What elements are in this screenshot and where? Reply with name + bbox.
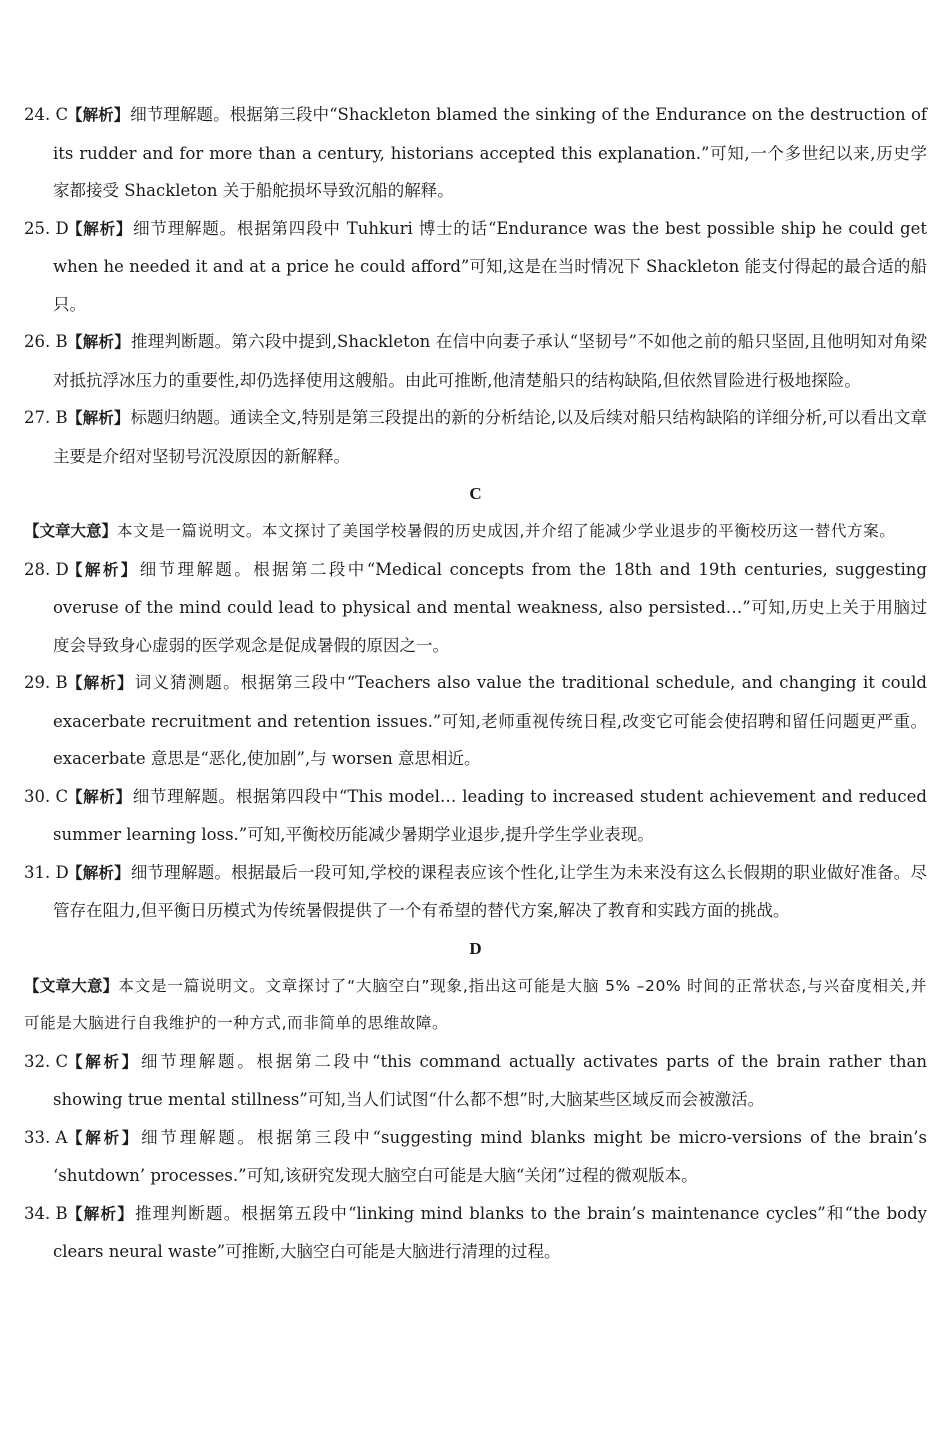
section-heading-c: C [469,484,482,503]
analysis-text: 细节理解题。根据最后一段可知,学校的课程表应该个性化,让学生为未来没有这么长假期的职业做好准备。尽管存在阻力,但平衡日历模式为传统暑假提供了一个有希望的替代方案,解决了教育和实践方面的挑战。 [53,862,927,920]
analysis-tag: 【解析】 [67,106,130,124]
answer-item-24 [24,96,927,210]
answer-item-33 [24,1119,927,1195]
analysis-tag: 【解析】 [67,560,139,579]
analysis-tag: 【解析】 [67,863,130,882]
answer-item-28 [24,551,927,665]
question-number: 28. D [24,559,69,579]
analysis-text: 细节理解题。根据第二段中“Medical concepts from the 18th and 19th centuries, suggesting overuse of the mind could lead to physical and mental weakness, also persisted…”可知,历史上关于用脑过度会导致身心虚弱的医学观念是促成暑假的原因之一。 [53,559,927,655]
analysis-text: 词义猜测题。根据第三段中“Teachers also value the traditional schedule, and changing it could exacerbate recruitment and retention issues.”可知,老师重视传统日程,改变它可能会使招聘和留任问题更严重。exacerbate 意思是“恶化,使加剧”,与 worsen 意思相近。 [53,673,927,768]
analysis-text: 细节理解题。根据第三段中“suggesting mind blanks might be micro-versions of the brain’s ‘shutdown’ processes.”可知,该研究发现大脑空白可能是大脑“关闭”过程的微观版本。 [53,1127,927,1185]
analysis-tag: 【解析】 [67,1052,141,1071]
analysis-tag: 【解析】 [67,1204,135,1223]
answer-item-30 [24,778,927,854]
analysis-tag: 【解析】 [67,1128,141,1147]
analysis-tag: 【解析】 [67,787,132,806]
analysis-text: 细节理解题。根据第四段中 Tuhkuri 博士的话“Endurance was the best possible ship he could get when he needed it and at a price he could afford”可知,这是在当时情况下 Shackleton 能支付得起的最合适的船只。 [53,218,927,314]
analysis-text: 推理判断题。根据第五段中“linking mind blanks to the brain’s maintenance cycles”和“the body clears neural waste”可推断,大脑空白可能是大脑进行清理的过程。 [53,1203,927,1261]
analysis-tag: 【解析】 [67,219,133,238]
summary-tag: 【文章大意】 [24,976,119,995]
analysis-tag: 【解析】 [67,674,134,692]
summary-text: 本文是一篇说明文。文章探讨了“大脑空白”现象,指出这可能是大脑 5% –20% 时间的正常状态,与兴奋度相关,并可能是大脑进行自我维护的一种方式,而非简单的思维故障。 [24,976,927,1032]
question-number: 29. B [24,673,68,692]
question-number: 24. C [24,105,69,124]
summary-tag: 【文章大意】 [24,522,118,540]
analysis-tag: 【解析】 [67,333,130,351]
question-number: 27. B [24,408,68,427]
analysis-text: 细节理解题。根据第二段中“this command actually activates parts of the brain rather than showing true mental stillness”可知,当人们试图“什么都不想”时,大脑某些区域反而会被激活。 [53,1051,927,1109]
question-number: 31. D [24,862,69,882]
question-number: 33. A [24,1127,68,1147]
analysis-text: 推理判断题。第六段中提到,Shackleton 在信中向妻子承认“坚韧号”不如他之前的船只坚固,且他明知对角梁对抵抗浮冰压力的重要性,却仍选择使用这艘船。由此可推断,他清楚船只的结构缺陷,但依然冒险进行极地探险。 [53,332,927,390]
question-number: 25. D [24,218,69,238]
answer-page [24,96,927,1271]
answer-item-26 [24,323,927,399]
question-number: 32. C [24,1051,69,1071]
question-number: 26. B [24,332,68,351]
answer-item-34 [24,1195,927,1271]
article-summary-d [24,968,927,1043]
article-summary-c [24,513,927,551]
answer-item-32 [24,1043,927,1119]
analysis-text: 细节理解题。根据第三段中“Shackleton blamed the sinking of the Endurance on the destruction of its rudder and for more than a century, historians accepted this explanation.”可知,一个多世纪以来,历史学家都接受 Shackleton 关于船舵损坏导致沉船的解释。 [53,105,927,200]
summary-text: 本文是一篇说明文。本文探讨了美国学校暑假的历史成因,并介绍了能减少学业退步的平衡校历这一替代方案。 [117,522,896,540]
question-number: 34. B [24,1203,68,1223]
analysis-text: 细节理解题。根据第四段中“This model… leading to increased student achievement and reduced summer learning loss.”可知,平衡校历能减少暑期学业退步,提升学生学业表现。 [53,786,927,844]
analysis-tag: 【解析】 [67,409,130,427]
answer-item-25 [24,210,927,324]
question-number: 30. C [24,786,69,806]
answer-item-29 [24,664,927,778]
answer-item-27 [24,399,927,475]
section-heading-d: D [469,938,482,958]
analysis-text: 标题归纳题。通读全文,特别是第三段提出的新的分析结论,以及后续对船只结构缺陷的详细分析,可以看出文章主要是介绍对坚韧号沉没原因的新解释。 [53,408,927,466]
answer-item-31 [24,854,927,930]
